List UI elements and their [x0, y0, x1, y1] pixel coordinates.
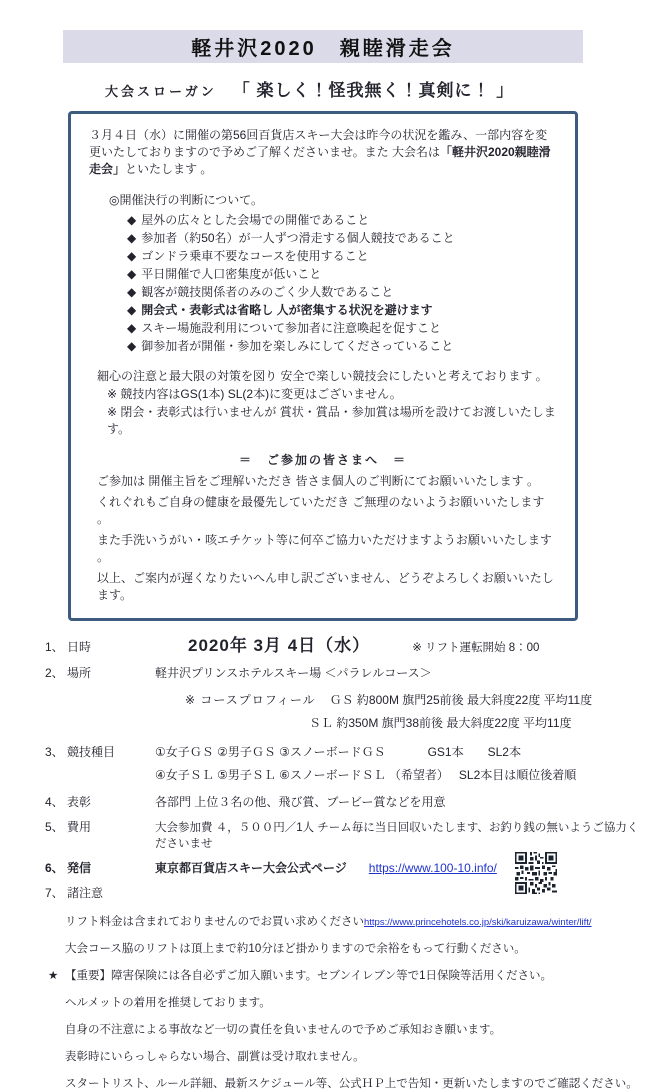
diamond-icon: ◆	[127, 285, 137, 299]
detail-row-awards	[45, 793, 646, 810]
detail-row-publish	[45, 859, 646, 876]
detail-label: 3、 競技種目	[45, 745, 116, 759]
notice-box	[68, 111, 578, 621]
participants-line: くれぐれもご自身の健康を最優先していただき ご無理のないようお願いいたします 。	[97, 495, 545, 526]
diamond-icon: ◆	[127, 231, 137, 245]
diamond-icon: ◆	[127, 249, 137, 263]
detail-label: 5、 費用	[45, 820, 92, 834]
detail-label: 1、 日時	[45, 640, 92, 654]
slogan-row	[105, 76, 646, 101]
intro-paragraph	[89, 127, 557, 178]
lift-ticket-link[interactable]: https://www.princehotels.co.jp/ski/karuizawa/winter/lift/	[364, 917, 592, 928]
detail-label: 7、 諸注意	[45, 886, 104, 900]
sl-profile: ＳＬ 約350M 旗門38前後 最大斜度22度 平均11度	[309, 716, 572, 730]
list-item	[48, 1077, 646, 1092]
fee-text: 大会参加費 ４，５００円／1人 チーム毎に当日回収いたします、お釣り銭の無いようご協力くださいませ	[155, 822, 639, 850]
awards-text: 各部門 上位３名の他、飛び賞、ブービー賞などを用意	[155, 795, 446, 809]
intro-pre: ３月４日（水）に開催の第56回百貨店スキー大会は昨今の状況を鑑み、一部内容を変更いたしておりますので予めご了解くださいませ。また 大会名は	[89, 128, 548, 159]
detail-label: 6、 発信	[45, 861, 92, 875]
precaution-text: リフト料金は含まれておりませんのでお買い求めくださいhttps://www.princehotels.co.jp/ski/karuizawa/winter/lift/	[65, 916, 592, 928]
gs-profile: ＧＳ 約800M 旗門25前後 最大斜度22度 平均11度	[329, 693, 593, 707]
participants-heading: ＝ ご参加の皆さまへ ＝	[238, 453, 407, 467]
list-item	[48, 969, 646, 984]
slogan-label: 大会スローガン	[105, 84, 217, 99]
event-details	[45, 631, 646, 901]
official-page-text: 東京都百貨店スキー大会公式ページ	[155, 861, 347, 875]
list-item: ◆ 開会式・表彰式は省略し 人が密集する状況を避けます	[127, 303, 433, 317]
course-profile-gs	[185, 691, 646, 708]
judgment-heading: ◎開催決行の判断について。	[109, 193, 263, 207]
list-item: ◆ 屋外の広々とした会場での開催であること	[127, 213, 370, 227]
document-page	[0, 30, 646, 1090]
precaution-text: スタートリスト、ルール詳細、最新スケジュール等、公式ＨＰ上で告知・更新いたしますのでご確認ください。	[65, 1078, 638, 1090]
slogan-text: 「 楽しく！怪我無く！真剣に！ 」	[232, 81, 515, 100]
event-date: 2020年 3月 4日（水）	[188, 636, 371, 655]
list-item: ◆ 観客が競技関係者のみのごく少人数であること	[127, 285, 394, 299]
participants-line: また手洗いうがい・咳エチケット等に何卒ご協力いただけますようお願いいたします 。	[97, 533, 552, 564]
detail-row-fee	[45, 818, 646, 851]
course-profile-sl	[309, 714, 646, 731]
venue-name: 軽井沢プリンスホテルスキー場 ＜パラレルコース＞	[155, 666, 432, 680]
precaution-text: 【重要】障害保険には各自必ずご加入願います。セブンイレブン等で1日保険等活用ください。	[65, 970, 552, 982]
events-line2: ④女子ＳＬ ⑤男子ＳＬ ⑥スノーボードＳＬ （希望者）	[155, 768, 449, 782]
list-item: ◆ 参加者（約50名）が一人ずつ滑走する個人競技であること	[127, 231, 455, 245]
list-item	[48, 1050, 646, 1065]
course-profile-label: ※ コースプロフィール	[185, 693, 316, 707]
diamond-icon: ◆	[127, 303, 137, 317]
ceremony-note: ※ 閉会・表彰式は行いませんが 賞状・賞品・参加賞は場所を設けてお渡しいたします。	[107, 405, 556, 436]
list-item: ◆ 平日開催で人口密集度が低いこと	[127, 267, 322, 281]
list-item: ◆ 御参加者が開催・参加を楽しみにしてくださっていること	[127, 339, 454, 353]
precaution-text: 表彰時にいらっしゃらない場合、副賞は受け取れません。	[65, 1051, 365, 1063]
diamond-icon: ◆	[127, 339, 137, 353]
events-runs: GS1本 SL2本	[427, 745, 521, 759]
precautions-list	[48, 915, 646, 1092]
competition-note: ※ 競技内容はGS(1本) SL(2本)に変更はございません。	[107, 387, 402, 401]
official-page-link[interactable]: https://www.100-10.info/	[368, 861, 497, 875]
star-icon: ★	[48, 970, 59, 982]
list-item: ◆ ゴンドラ乗車不要なコースを使用すること	[127, 249, 369, 263]
care-line: 細心の注意と最大限の対策を図り 安全で楽しい競技会にしたいと考えております 。	[97, 369, 548, 383]
precaution-text: 大会コース脇のリフトは頂上まで約10分ほど掛かりますので余裕をもって行動ください。	[65, 943, 526, 955]
list-item	[48, 1023, 646, 1038]
detail-label: 4、 表彰	[45, 795, 92, 809]
judgment-bullet-list	[127, 211, 557, 355]
events-runs2: SL2本目は順位後着順	[458, 768, 577, 782]
list-item	[48, 915, 646, 930]
events-line1: ①女子ＧＳ ②男子ＧＳ ③スノーボードＧＳ	[155, 745, 386, 759]
diamond-icon: ◆	[127, 213, 137, 227]
list-item	[48, 942, 646, 957]
participants-line: ご参加は 開催主旨をご理解いただき 皆さま個人のご判断にてお願いいたします 。	[97, 474, 540, 488]
list-item: ◆ スキー場施設利用について参加者に注意喚起を促すこと	[127, 321, 441, 335]
list-item	[48, 996, 646, 1011]
diamond-icon: ◆	[127, 321, 137, 335]
detail-row-datetime	[45, 631, 646, 656]
page-title: 軽井沢2020 親睦滑走会	[63, 30, 583, 63]
qr-code	[515, 851, 557, 898]
precaution-text: 自身の不注意による事故など一切の責任を負いませんので予めご承知おき願います。	[65, 1024, 502, 1036]
lift-start-note: ※ リフト運転開始 8：00	[412, 642, 540, 654]
intro-post: といたします 。	[125, 162, 213, 176]
detail-row-venue	[45, 664, 646, 681]
participants-line: 以上、ご案内が遅くなりたいへん申し訳ございません、どうぞよろしくお願いいたします。	[97, 571, 554, 602]
detail-row-events2	[45, 766, 646, 783]
precaution-text: ヘルメットの着用を推奨しております。	[65, 997, 271, 1009]
intro-event-name: 「軽井沢2020親睦滑走会」	[89, 145, 551, 176]
detail-label: 2、 場所	[45, 666, 92, 680]
detail-row-events	[45, 743, 646, 760]
diamond-icon: ◆	[127, 267, 137, 281]
